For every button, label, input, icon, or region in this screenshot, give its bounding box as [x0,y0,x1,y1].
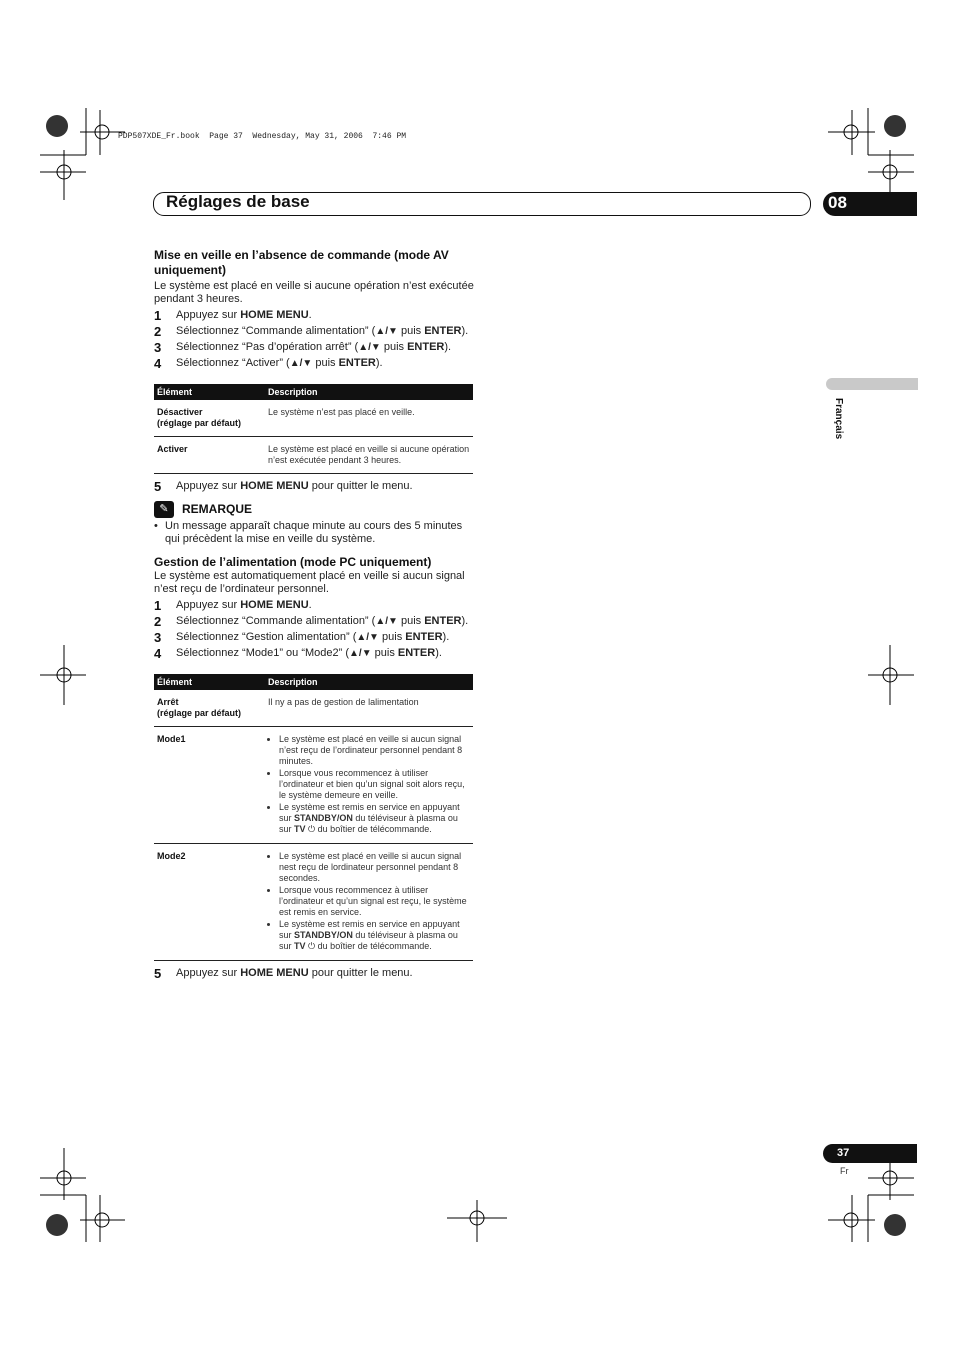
step-text: Sélectionnez “Gestion alimentation” ( [176,631,357,643]
step-text: puis [371,647,398,659]
section2-steps [154,599,474,660]
section-header [153,192,811,216]
list-item: • Le système est remis en service en appuyant sur STANDBY/ON du téléviseur à plasma ou sur TV ⏻ du boîtier de télécommande. [279,919,470,952]
row-value: Le système est placé en veille si aucune opération n’est exécutée pendant 3 heures. [265,437,473,474]
step-number: 4 [154,646,162,661]
step-text: Appuyez sur [176,480,241,492]
step-bold: HOME MENU [240,309,309,321]
step-text: . [308,599,312,611]
list-item: • Le système est remis en service en appuyant sur STANDBY/ON du téléviseur à plasma ou sur TV ⏻ du boîtier de télécommande. [279,802,470,835]
table-header: Description [265,674,473,690]
row-value: Il ny a pas de gestion de lalimentation [265,690,473,727]
row-key: Arrêt [157,697,179,707]
step-text: Sélectionnez “Commande alimentation” ( [176,325,376,337]
step [154,615,474,628]
step-text: Appuyez sur [176,309,241,321]
list-item: • Le système est placé en veille si aucun signal nest reçu de lordinateur personnel pendant 8 secondes. [279,851,470,884]
row-key: Désactiver [157,407,203,417]
language-label: Français [833,398,844,440]
step-number: 3 [154,630,162,645]
step [154,341,474,354]
step-text: ). [442,631,450,643]
step-bold: ENTER [397,647,436,659]
step-text: pour quitter le menu. [308,480,413,492]
power-icon: ⏻ [308,941,316,951]
step-text: Appuyez sur [176,967,241,979]
step-number: 1 [154,308,162,323]
remark-label: REMARQUE [182,502,253,516]
list-item: • Lorsque vous recommencez à utiliser l’ordinateur et bien qu’un signal soit alors reçu, le système demeure en veille. [279,768,470,801]
table-header: Élément [154,674,265,690]
table-header: Élément [154,384,265,400]
step [154,599,474,612]
step [154,480,474,493]
remark-item: • Un message apparaît chaque minute au cours des 5 minutes qui précèdent la mise en veille du système. [154,520,474,546]
step-text: puis [380,341,408,353]
table-row [154,690,473,727]
book-info-line: PDP507XDE_Fr.book Page 37 Wednesday, May 31, 2006 7:46 PM [118,132,407,141]
step-number: 1 [154,598,162,613]
step [154,631,474,644]
list-item: • Le système est placé en veille si aucun signal n’est reçu de l’ordinateur personnel pendant 8 minutes. [279,734,470,767]
section1-intro: Le système est placé en veille si aucune opération n’est exécutée pendant 3 heures. [154,280,474,305]
step-text: puis [378,631,406,643]
language-tab [826,378,918,390]
step-bold: HOME MENU [240,967,309,979]
step-text: Sélectionnez “Pas d’opération arrêt” ( [176,341,359,353]
step-number: 5 [154,479,162,494]
chapter-tab [823,192,917,216]
step-text: ). [461,615,469,627]
step [154,357,474,370]
row-key: Mode2 [154,844,265,961]
section1-title: Mise en veille en l’absence de commande (mode AV uniquement) [154,248,449,277]
step-text: puis [397,615,425,627]
step-text: ). [375,357,383,369]
table-row [154,844,473,961]
step-bold: HOME MENU [240,599,309,611]
step-bold: HOME MENU [240,480,309,492]
section2-intro: Le système est automatiquement placé en veille si aucun signal n’est reçu de l’ordinateur personnel. [154,570,465,595]
step-bold: ENTER [424,325,462,337]
step-number: 5 [154,966,162,981]
step-bold: ENTER [405,631,443,643]
section1-table [154,384,473,474]
section2-title: Gestion de l’alimentation (mode PC uniquement) [154,555,432,569]
remark-text: Un message apparaît chaque minute au cours des 5 minutes qui précèdent la mise en veille du système. [165,520,463,545]
page-number-tab [823,1144,917,1163]
step-number: 4 [154,356,162,371]
main-content [154,248,474,980]
table-row [154,727,473,844]
page-language: Fr [840,1166,849,1176]
chapter-number: 08 [828,193,847,212]
step-bold: ENTER [424,615,462,627]
up-down-arrow-icon: ▲/▼ [356,632,379,643]
step-text: Sélectionnez “Mode1” ou “Mode2” ( [176,647,350,659]
row-value: Le système n’est pas placé en veille. [265,400,473,437]
step-text: ). [444,341,452,353]
section1-steps [154,309,474,370]
up-down-arrow-icon: ▲/▼ [289,358,313,369]
row-key: Activer [154,437,265,474]
pencil-note-icon: ✎ [154,501,174,518]
step-text: Sélectionnez “Activer” ( [176,357,290,369]
row-key: Mode1 [154,727,265,844]
up-down-arrow-icon: ▲/▼ [349,648,372,659]
step-text: ). [461,325,469,337]
step-text: puis [312,357,339,369]
power-icon: ⏻ [308,824,316,834]
step-bold: ENTER [338,357,376,369]
step [154,647,474,660]
step-text: Appuyez sur [176,599,241,611]
up-down-arrow-icon: ▲/▼ [375,326,398,337]
page-title: Réglages de base [166,192,310,211]
up-down-arrow-icon: ▲/▼ [358,342,381,353]
step-number: 3 [154,340,162,355]
remark-heading [154,501,474,518]
page-number: 37 [837,1147,850,1159]
table-header: Description [265,384,473,400]
step-text: ). [435,647,442,659]
step-bold: ENTER [407,341,445,353]
step-text: . [308,309,312,321]
row-key-note: (réglage par défaut) [157,418,242,428]
list-item: • Lorsque vous recommencez à utiliser l’ordinateur et qu’un signal est reçu, le système est remis en service. [279,885,470,918]
step-number: 2 [154,324,162,339]
step-text: pour quitter le menu. [308,967,413,979]
table-row [154,400,473,437]
step [154,967,474,980]
step-number: 2 [154,614,162,629]
step [154,309,474,322]
section2-table [154,674,473,961]
up-down-arrow-icon: ▲/▼ [375,616,398,627]
table-row [154,437,473,474]
step [154,325,474,338]
step-text: puis [397,325,425,337]
row-key-note: (réglage par défaut) [157,708,242,718]
step-text: Sélectionnez “Commande alimentation” ( [176,615,376,627]
